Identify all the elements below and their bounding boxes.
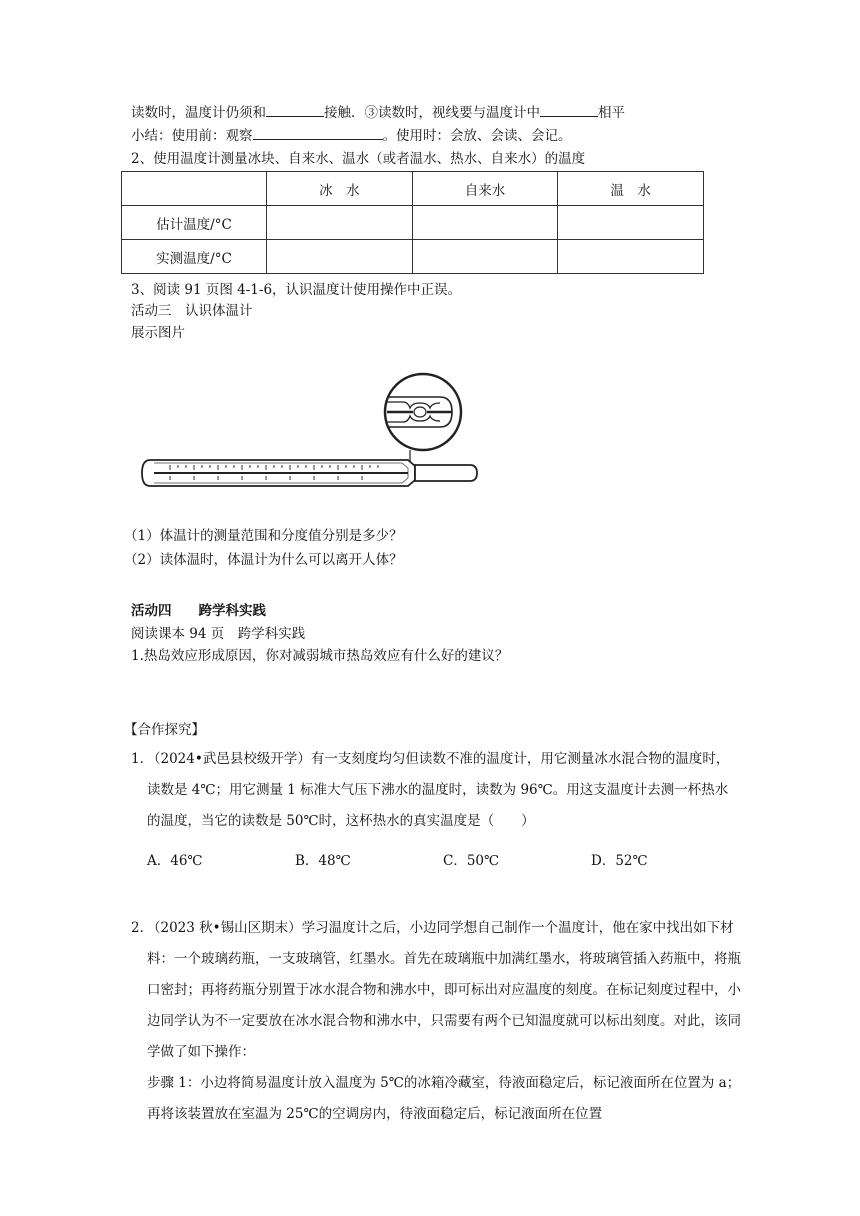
- problem-2: [131, 913, 741, 1130]
- table-header-row: [122, 172, 704, 206]
- item-3-text: 3、阅读 91 页图 4-1-6，认识温度计使用操作中正误。: [131, 282, 462, 298]
- table-header-cell: [122, 172, 267, 206]
- read-textbook-text: 阅读课本 94 页 跨学科实践: [131, 626, 306, 642]
- problem-text: （2023 秋•锡山区期末）学习温度计之后，小边同学想自己制作一个温度计，他在家中找出如下材料：一个玻璃药瓶，一支玻璃管，红墨水。首先在玻璃瓶中加满红墨水，将玻璃管插入药瓶中，将瓶口密封；再将药瓶分别置于冰水混合物和沸水中，即可标出对应温度的刻度。在标记刻度过程中，小边同学认为不一定要放在冰水混合物和沸水中，只需要有两个已知温度就可以标出刻度。对此，该同学做了如下操作：: [147, 920, 741, 1060]
- problem-text: （2024•武邑县校级开学）有一支刻度均匀但读数不准的温度计，用它测量冰水混合物的温度时，读数是 4℃；用它测量 1 标准大气压下沸水的温度时，读数为 96℃。用这支温度计去测一杯热水的温度，当它的读数是 50℃时，这杯热水的真实温度是（ ）: [147, 751, 730, 829]
- problem-step-1: 步骤 1：小边将简易温度计放入温度为 5℃的冰箱冷藏室，待液面稳定后，标记液面所在位置为 a；再将该装置放在室温为 25℃的空调房内，待液面稳定后，标记液面所在位置: [147, 1075, 741, 1122]
- summary-line: 小结：使用前：观察 。使用时：会放、会读、会记。: [131, 128, 572, 144]
- table-cell[interactable]: [412, 206, 558, 240]
- answer-blank[interactable]: [266, 104, 324, 117]
- table-header-cell: 冰 水: [267, 172, 413, 206]
- heat-island-question: 1.热岛效应形成原因，你对减弱城市热岛效应有什么好的建议？: [131, 648, 509, 664]
- table-header-cell: 温 水: [558, 172, 704, 206]
- activity-3-heading: 活动三 认识体温计: [131, 303, 253, 319]
- option-a[interactable]: A．46℃: [147, 853, 203, 869]
- item-2-text: 2、使用温度计测量冰块、自来水、温水（或者温水、热水、自来水）的温度: [131, 151, 586, 167]
- problem-1-options: [147, 849, 707, 871]
- row-label: 实测温度/°C: [122, 240, 267, 274]
- temperature-table: [121, 171, 704, 274]
- question-1: （1）体温计的测量范围和分度值分别是多少？: [124, 528, 403, 544]
- problem-1: [131, 744, 741, 837]
- table-header-cell: 自来水: [412, 172, 558, 206]
- reading-instruction-line: 读数时，温度计仍须和 接触．③读数时，视线要与温度计中 相平: [131, 105, 625, 121]
- table-row: [122, 206, 704, 240]
- table-cell[interactable]: [267, 206, 413, 240]
- table-cell[interactable]: [558, 206, 704, 240]
- answer-blank[interactable]: [253, 127, 383, 140]
- table-cell[interactable]: [267, 240, 413, 274]
- show-picture-text: 展示图片: [131, 325, 185, 341]
- answer-blank[interactable]: [540, 104, 598, 117]
- option-d[interactable]: D．52℃: [591, 853, 648, 869]
- option-b[interactable]: B．48℃: [295, 853, 351, 869]
- row-label: 估计温度/°C: [122, 206, 267, 240]
- table-cell[interactable]: [412, 240, 558, 274]
- table-cell[interactable]: [558, 240, 704, 274]
- clinical-thermometer-figure: [140, 372, 485, 504]
- problem-number: 2．: [131, 920, 154, 936]
- problem-number: 1．: [131, 751, 154, 767]
- activity-4-heading: 活动四 跨学科实践: [131, 603, 266, 619]
- option-c[interactable]: C．50℃: [443, 853, 500, 869]
- cooperate-title: 【合作探究】: [124, 722, 205, 738]
- table-row: [122, 240, 704, 274]
- question-2: （2）读体温时，体温计为什么可以离开人体？: [124, 552, 403, 568]
